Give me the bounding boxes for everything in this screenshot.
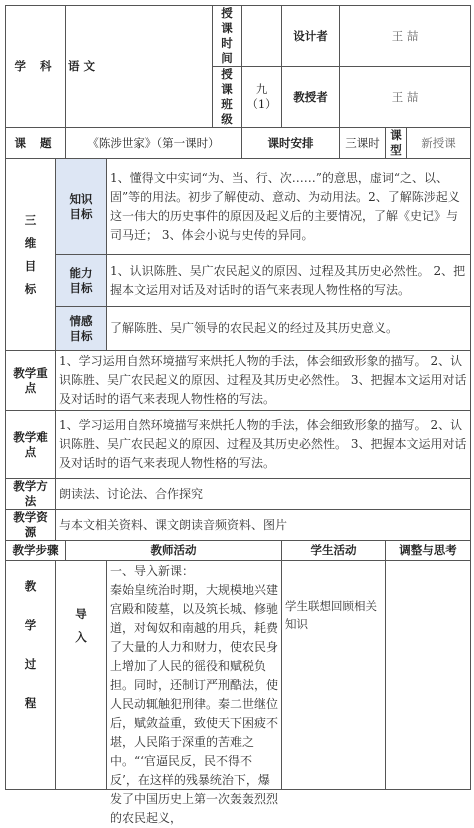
- student-activity-header: 学生活动: [282, 541, 386, 561]
- subject-label: 学 科: [6, 6, 66, 128]
- class-label: 授 课 班 级: [213, 67, 242, 128]
- topic-value: 《陈涉世家》（第一课时）: [66, 128, 242, 159]
- three-dimension-objectives-label: 三 维 目 标: [6, 159, 56, 351]
- designer-value: 王 喆: [340, 6, 471, 67]
- resources-label: 教学资源: [6, 510, 56, 541]
- resources-text: 与本文相关资料、课文朗读音频资料、图片: [56, 510, 471, 541]
- teacher-value: 王 喆: [340, 67, 471, 128]
- knowledge-objective-text: 1、懂得文中实词“为、当、行、次……”的意思，虚词“之、以、固”等的用法。初步了解使动、意动、为动用法。2、了解陈涉起义这一伟大的历史事件的原因及起义后的主要情况，了解《史记》与司马迁； 3、体会小说与史传的异同。: [107, 159, 471, 255]
- time-value: [242, 6, 282, 67]
- ability-objective-text: 1、认识陈胜、吴广农民起义的原因、过程及其历史必然性。 2、把握本文运用对话及对话时的语气来表现人物性格的写法。: [107, 255, 471, 307]
- difficulties-text: 1、学习运用自然环境描写来烘托人物的手法，体会细致形象的描写。 2、认识陈胜、吴广农民起义的原因、过程及其历史必然性。 3、把握本文运用对话及对话时的语气来表现人物性格的写法。: [56, 411, 471, 479]
- schedule-value: 三课时: [340, 128, 386, 159]
- difficulties-label: 教学难点: [6, 411, 56, 479]
- reflection-text: [386, 561, 471, 790]
- key-points-text: 1、学习运用自然环境描写来烘托人物的手法，体会细致形象的描写。 2、认识陈胜、吴广农民起义的原因、过程及其历史必然性。 3、把握本文运用对话及对话时的语气来表现人物性格的写法。: [56, 351, 471, 411]
- teacher-activity-header: 教师活动: [66, 541, 282, 561]
- intro-stage-label: 导 入: [56, 561, 107, 790]
- emotion-objective-text: 了解陈胜、吴广领导的农民起义的经过及其历史意义。: [107, 307, 471, 351]
- lesson-type-value: 新授课: [407, 128, 471, 159]
- methods-text: 朗读法、讨论法、合作探究: [56, 479, 471, 510]
- subject-value: 语 文: [66, 6, 213, 128]
- knowledge-objective-label: 知识 目标: [56, 159, 107, 255]
- steps-header: 教学步骤: [6, 541, 66, 561]
- teacher-label: 教授者: [282, 67, 340, 128]
- teaching-process-label: 教 学 过 程: [6, 561, 56, 790]
- topic-label: 课 题: [6, 128, 66, 159]
- key-points-label: 教学重点: [6, 351, 56, 411]
- lesson-plan-table: [5, 5, 471, 825]
- emotion-objective-label: 情感 目标: [56, 307, 107, 351]
- lesson-type-label: 课型: [386, 128, 407, 159]
- designer-label: 设计者: [282, 6, 340, 67]
- ability-objective-label: 能力 目标: [56, 255, 107, 307]
- class-value: 九（1）: [242, 67, 282, 128]
- time-label: 授 课 时 间: [213, 6, 242, 67]
- schedule-label: 课时安排: [242, 128, 340, 159]
- methods-label: 教学方法: [6, 479, 56, 510]
- reflection-header: 调整与思考: [386, 541, 471, 561]
- student-activity-text: 学生联想回顾相关知识: [282, 561, 386, 790]
- teacher-activity-text: 一、导入新课： 秦始皇统治时期，大规模地兴建宫殿和陵墓，以及筑长城、修驰道，对匈奴和南越的用兵，耗费了大量的人力和财力，使农民身上增加了人民的徭役和赋税负担。同时，还制订严刑酷法，使人民动辄触犯刑律。秦二世继位后，赋敛益重，致使天下困疲不堪，人民陷于深重的苦难之中。“‘官逼民反，民不得不反’，在这样的残暴统治下，爆发了中国历史上第一次轰轰烈烈的农民起义，: [107, 561, 282, 790]
- lesson-plan-page: [5, 5, 470, 825]
